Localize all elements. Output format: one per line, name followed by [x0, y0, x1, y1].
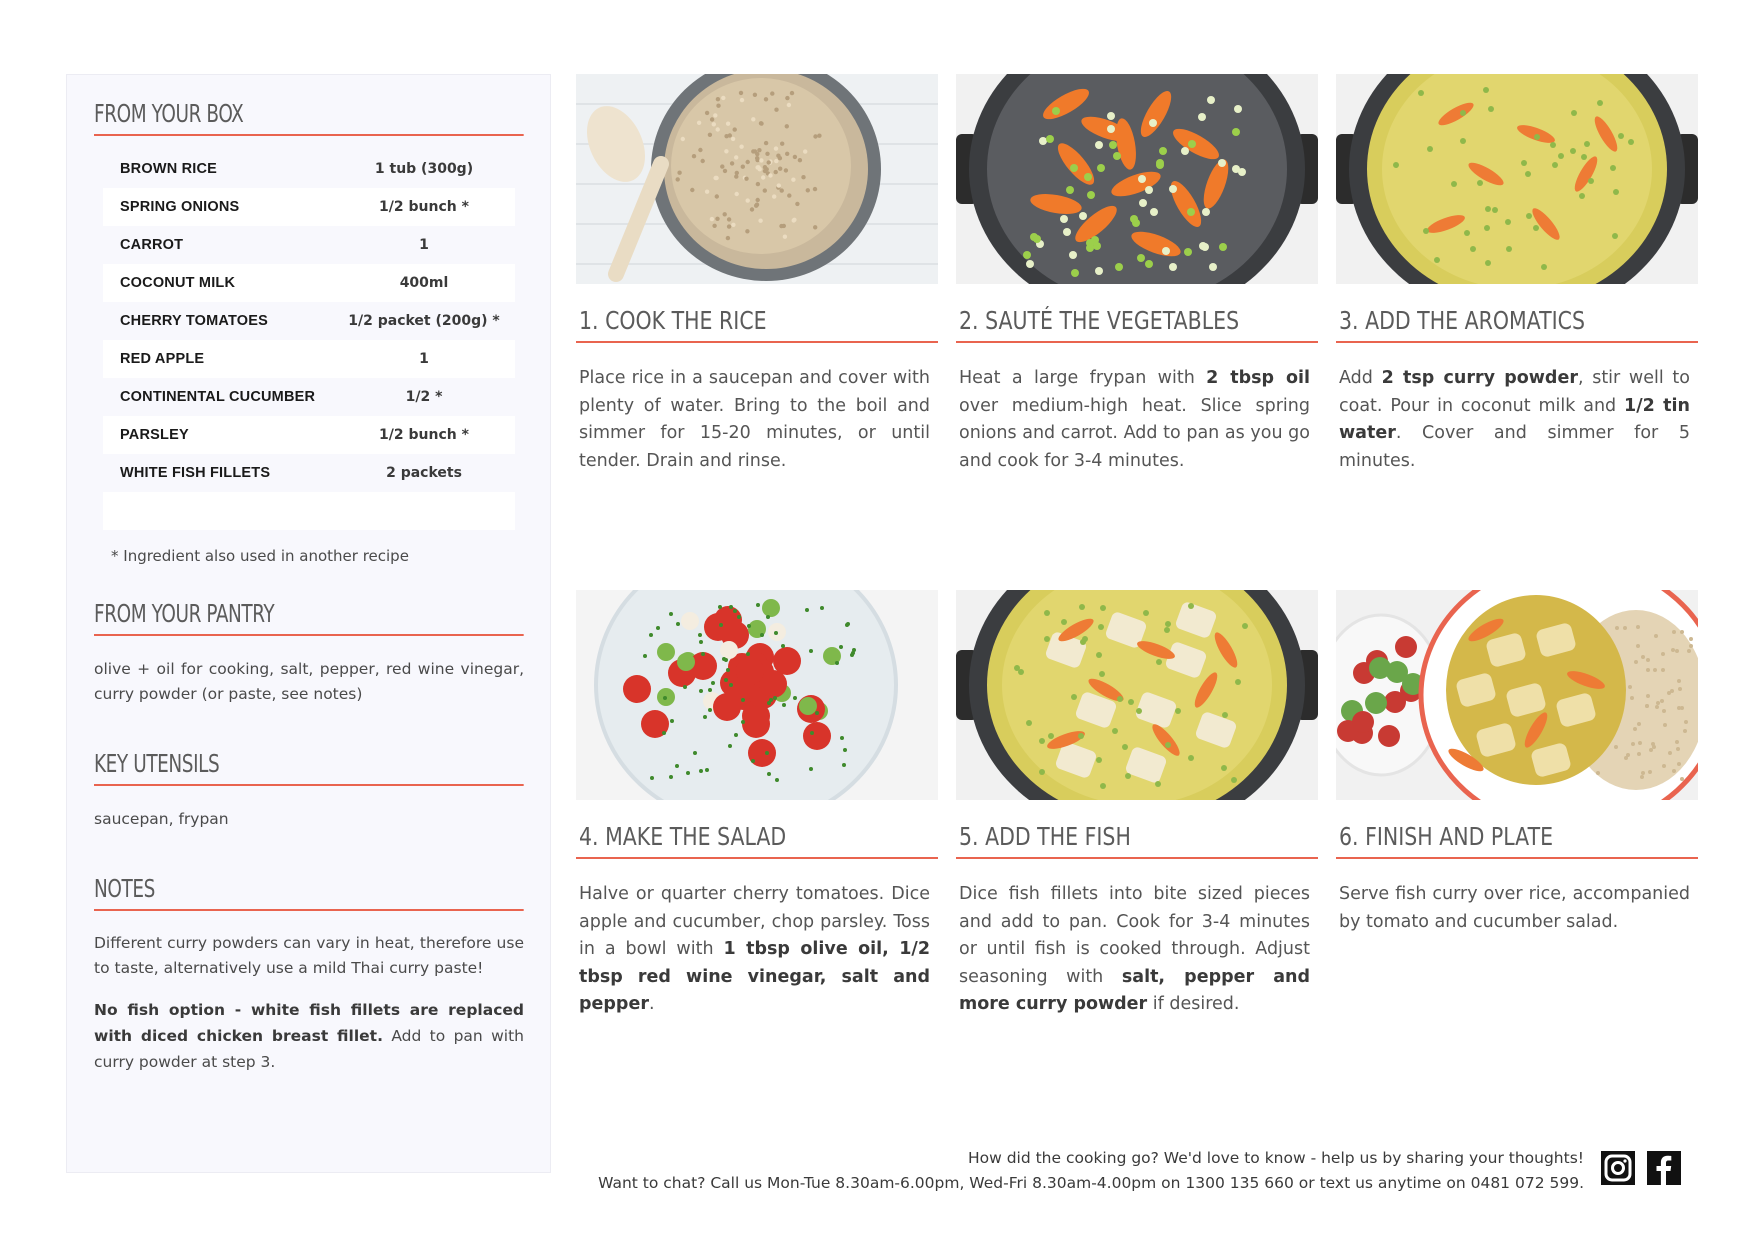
ingredient-quantity: 400ml: [399, 275, 449, 291]
ingredient-row: [103, 340, 515, 378]
step-title: [956, 306, 1318, 343]
step-photo: [1336, 74, 1698, 284]
step-photo: [576, 74, 938, 284]
ingredient-row: [103, 416, 515, 454]
ingredients-table: [103, 150, 515, 530]
ingredient-quantity: 1 tub (300g): [374, 161, 474, 177]
step-instruction-text: Dice fish fillets into bite sized pieces and add to pan. Cook for 3-4 minutes or until fish is cooked through. Adjust seasoning with: [959, 884, 1310, 987]
no-fish-note-bold: No fish option - white fish fillets are replaced with diced chicken breast fillet.: [94, 1001, 524, 1045]
step-instruction-text: if desired.: [1147, 994, 1240, 1014]
ingredient-row: [103, 378, 515, 416]
instagram-icon[interactable]: [1600, 1150, 1636, 1186]
step-2: [956, 74, 1318, 475]
ingredient-footnote: * Ingredient also used in another recipe: [111, 547, 409, 565]
ingredient-row: [103, 150, 515, 188]
step-instruction-text: . Cover and simmer for 5 minutes.: [1339, 423, 1690, 471]
step-instructions: [576, 881, 938, 1019]
step-title: [1336, 306, 1698, 343]
step-instructions: [1336, 365, 1698, 475]
plated-fish-curry-image: [1336, 590, 1698, 800]
feedback-line: How did the cooking go? We'd love to know - help us by sharing your thoughts!: [967, 1149, 1584, 1167]
ingredient-name: COCONUT MILK: [120, 275, 236, 291]
step-title-text: 4. MAKE THE SALAD: [579, 822, 787, 851]
ingredient-name: SPRING ONIONS: [120, 199, 240, 215]
ingredient-name: BROWN RICE: [120, 161, 218, 177]
step-instruction-text: Add: [1339, 368, 1382, 388]
step-title-text: 5. ADD THE FISH: [959, 822, 1131, 851]
step-title: [956, 822, 1318, 859]
carrot-spring-onion-pan-image: [956, 74, 1318, 284]
step-3: [1336, 74, 1698, 475]
step-instruction-bold: 2 tbsp oil: [1206, 368, 1310, 388]
step-title: [1336, 822, 1698, 859]
from-your-pantry-title: FROM YOUR PANTRY: [94, 599, 524, 636]
ingredient-name: PARSLEY: [120, 427, 189, 443]
step-1: [576, 74, 938, 475]
from-your-box-title: FROM YOUR BOX: [94, 99, 524, 136]
step-instruction-bold: 1 tbsp olive oil, 1/2 tbsp red wine vinegar, salt and pepper: [579, 939, 931, 1014]
step-title-text: 3. ADD THE AROMATICS: [1339, 306, 1586, 335]
utensils-text: saucepan, frypan: [94, 810, 229, 828]
ingredient-name: CHERRY TOMATOES: [120, 313, 269, 329]
ingredient-quantity: 2 packets: [386, 465, 462, 481]
tomato-salad-bowl-image: [576, 590, 938, 800]
ingredient-quantity: 1/2 packet (200g) *: [348, 313, 500, 329]
step-title-text: 1. COOK THE RICE: [579, 306, 767, 335]
step-photo: [956, 590, 1318, 800]
step-instructions: [956, 881, 1318, 1019]
step-6: [1336, 590, 1698, 936]
rice-in-colander-image: [576, 74, 938, 284]
step-instruction-bold: 2 tsp curry powder: [1381, 368, 1578, 388]
step-instruction-text: Place rice in a saucepan and cover with plenty of water. Bring to the boil and simmer for 15-20 minutes, or until tender. Drain and rinse.: [579, 368, 930, 471]
step-title: [576, 822, 938, 859]
step-photo: [576, 590, 938, 800]
pantry-text: olive + oil for cooking, salt, pepper, red wine vinegar, curry powder (or paste, see notes): [94, 660, 524, 703]
step-instruction-text: .: [648, 994, 655, 1014]
step-title-text: 6. FINISH AND PLATE: [1339, 822, 1554, 851]
facebook-icon[interactable]: [1646, 1150, 1682, 1186]
step-instruction-text: Heat a large frypan with: [959, 368, 1207, 388]
ingredient-row: [103, 454, 515, 492]
step-title: [576, 306, 938, 343]
fish-curry-pan-image: [956, 590, 1318, 800]
step-instruction-text: Halve or quarter cherry tomatoes. Dice apple and cucumber, chop parsley. Toss in a bowl with: [579, 884, 930, 959]
contact-line: Want to chat? Call us Mon-Tue 8.30am-6.00pm, Wed-Fri 8.30am-4.00pm on 1300 135 660 or text us anytime on 0481 072 599.: [598, 1174, 1584, 1192]
no-fish-note-text: Add to pan with curry powder at step 3.: [94, 1027, 524, 1071]
curry-in-pan-image: [1336, 74, 1698, 284]
ingredient-quantity: 1/2 *: [405, 389, 443, 405]
ingredient-quantity: 1/2 bunch *: [379, 199, 469, 215]
step-instruction-text: , stir well to coat. Pour in coconut milk and: [1339, 368, 1690, 416]
step-instruction-bold: salt, pepper and more curry powder: [959, 966, 1311, 1014]
step-photo: [956, 74, 1318, 284]
ingredient-name: CARROT: [120, 237, 184, 253]
ingredient-row-empty: [103, 492, 515, 530]
ingredient-row: [103, 188, 515, 226]
ingredient-quantity: 1: [419, 237, 429, 253]
ingredient-row: [103, 302, 515, 340]
step-5: [956, 590, 1318, 1019]
step-instruction-text: Serve fish curry over rice, accompanied by tomato and cucumber salad.: [1339, 884, 1690, 932]
notes-text: Different curry powders can vary in heat, therefore use to taste, alternatively use a mild Thai curry paste!: [94, 934, 524, 977]
step-instruction-bold: 1/2 tin water: [1339, 395, 1690, 443]
ingredient-quantity: 1: [419, 351, 429, 367]
step-instruction-text: over medium-high heat. Slice spring onions and carrot. Add to pan as you go and cook for 3-4 minutes.: [959, 395, 1310, 471]
step-photo: [1336, 590, 1698, 800]
ingredient-quantity: 1/2 bunch *: [379, 427, 469, 443]
step-title-text: 2. SAUTÉ THE VEGETABLES: [959, 306, 1240, 335]
ingredients-sidebar: [66, 74, 551, 1173]
ingredient-name: WHITE FISH FILLETS: [120, 465, 271, 481]
step-instructions: [576, 365, 938, 475]
ingredient-row: [103, 264, 515, 302]
step-4: [576, 590, 938, 1019]
ingredient-name: CONTINENTAL CUCUMBER: [120, 389, 316, 405]
key-utensils-title: KEY UTENSILS: [94, 749, 524, 786]
no-fish-note: [94, 997, 524, 1075]
footer: [598, 1146, 1584, 1196]
ingredient-row: [103, 226, 515, 264]
step-instructions: [956, 365, 1318, 475]
ingredient-name: RED APPLE: [120, 351, 205, 367]
step-instructions: [1336, 881, 1698, 936]
notes-title: NOTES: [94, 874, 524, 911]
